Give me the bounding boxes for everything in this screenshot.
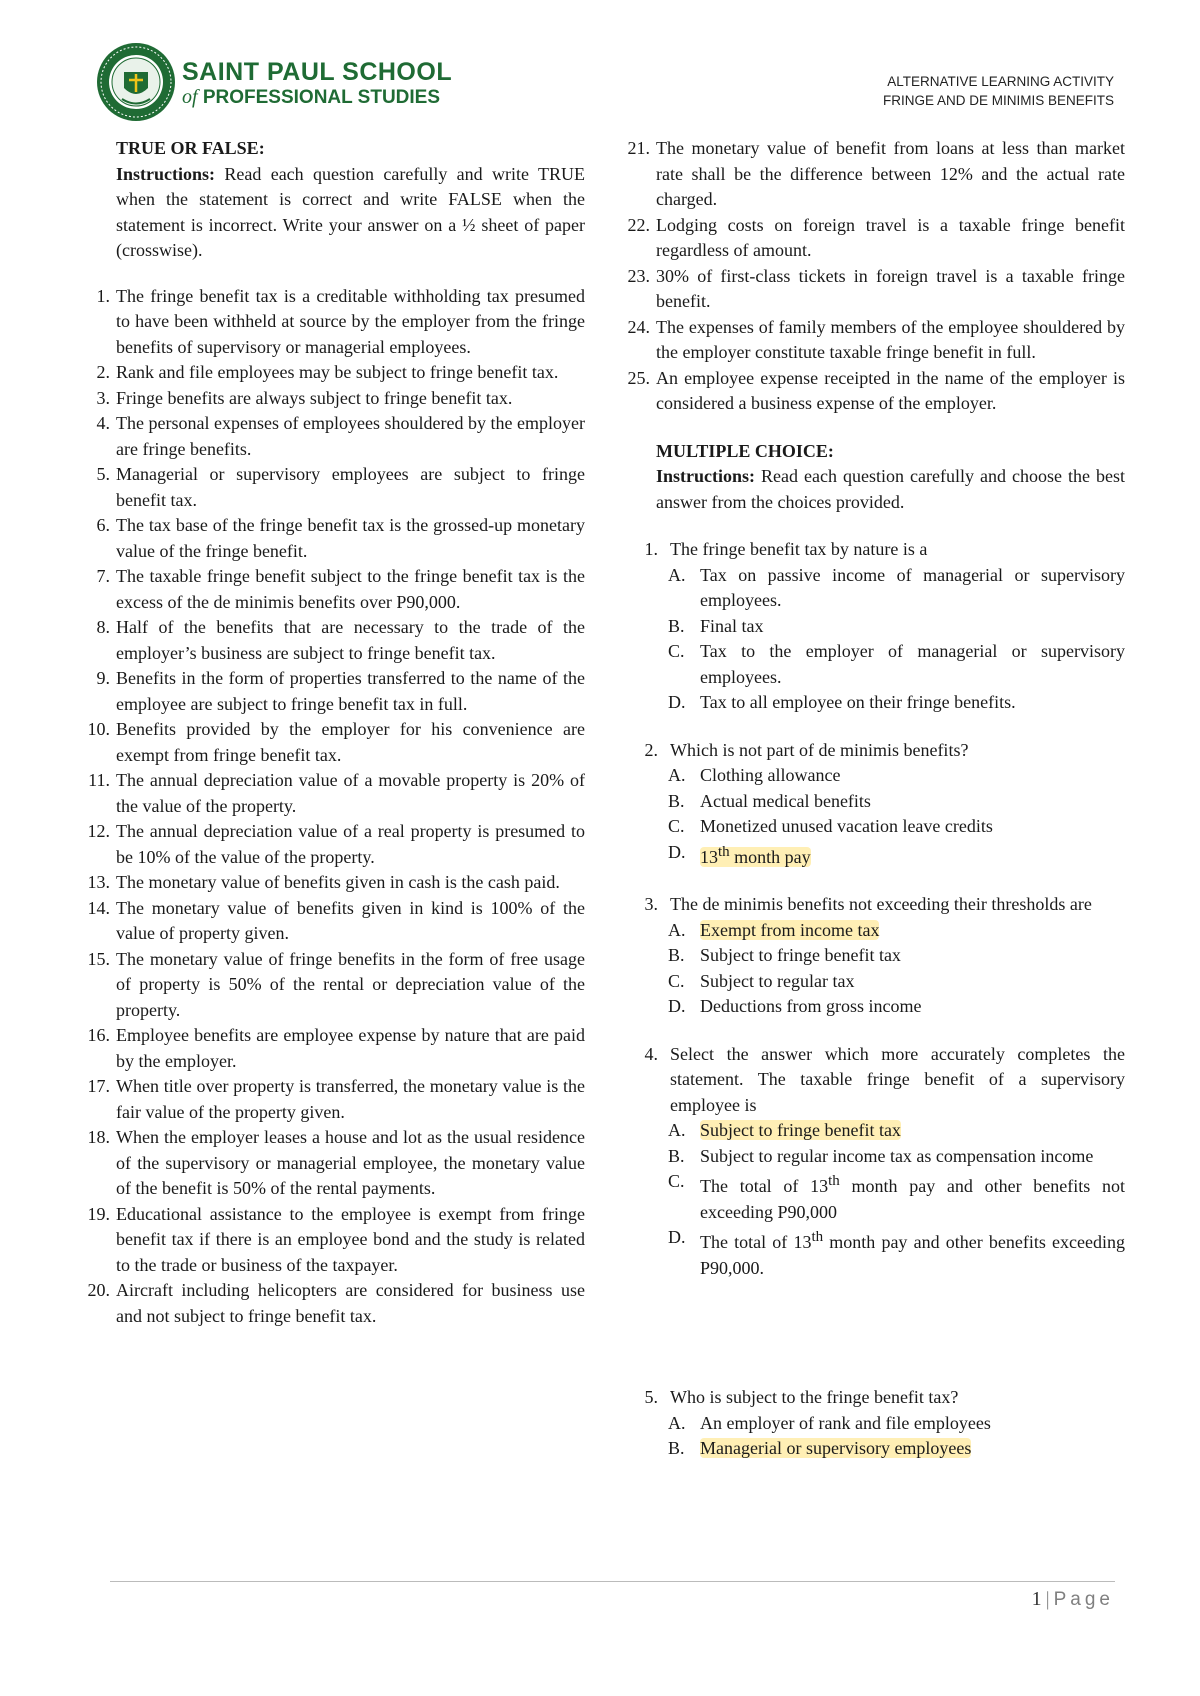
mc-question-2 [620, 738, 1125, 871]
tf-statement: The tax base of the fringe benefit tax is the grossed-up monetary value of the fringe benefit. [116, 515, 585, 561]
tf-item-11 [80, 768, 585, 819]
choice-text-pre: The total of 13 [700, 1232, 812, 1252]
tf-number: 10. [87, 719, 110, 739]
choice-letter: D. [668, 996, 686, 1016]
mc-question-stem [620, 1385, 1125, 1411]
tf-statement: Benefits in the form of properties transferred to the name of the employee are subject to fringe benefit tax in full. [116, 668, 585, 714]
mc-choices [620, 763, 1125, 870]
tf-item-25 [620, 366, 1125, 417]
mc-choice-d [620, 690, 1125, 716]
tf-item-10 [80, 717, 585, 768]
tf-number: 14. [87, 897, 110, 918]
tf-number: 8. [96, 617, 110, 637]
tf-number: 19. [87, 1203, 110, 1224]
choice-letter: B. [668, 1438, 685, 1458]
tf-statement: Educational assistance to the employee is exempt from fringe benefit tax if there is an employee bond and the study is related to the trade or business of the taxpayer. [116, 1203, 585, 1275]
tf-statement: 30% of first-class tickets in foreign travel is a taxable fringe benefit. [656, 265, 1125, 311]
choice-text-pre: 13 [700, 846, 718, 867]
tf-statement: Rank and file employees may be subject to fringe benefit tax. [116, 362, 559, 382]
mc-choice-a [620, 763, 1125, 789]
mc-choice-c [620, 969, 1125, 995]
tf-item-12 [80, 819, 585, 870]
tf-number: 23. [627, 265, 650, 286]
mc-choice-a [620, 1118, 1125, 1144]
tf-number: 25. [627, 367, 650, 388]
tf-statement: Employee benefits are employee expense by nature that are paid by the employer. [116, 1025, 585, 1071]
choice-letter: D. [668, 692, 686, 712]
page-header [0, 0, 1200, 130]
tf-statement: Aircraft including helicopters are considered for business use and not subject to fringe benefit tax. [116, 1280, 585, 1326]
choice-letter: B. [668, 615, 685, 636]
mc-choice-b [620, 614, 1125, 640]
tf-statement: Benefits provided by the employer for his convenience are exempt from fringe benefit tax. [116, 719, 585, 765]
tf-number: 18. [87, 1127, 110, 1147]
mc-choice-b [620, 943, 1125, 969]
choice-letter: C. [668, 970, 685, 991]
choice-text: Tax to the employer of managerial or supervisory employees. [700, 641, 1125, 687]
choice-text: Actual medical benefits [700, 790, 871, 811]
tf-number: 17. [87, 1076, 110, 1096]
document-title-line1: ALTERNATIVE LEARNING ACTIVITY [887, 74, 1114, 89]
choice-letter: C. [668, 1171, 685, 1191]
mc-question-1 [620, 537, 1125, 716]
choice-text: Deductions from gross income [700, 996, 922, 1016]
multiple-choice-instructions [620, 464, 1125, 515]
choice-letter: D. [668, 1227, 686, 1247]
tf-statement: Lodging costs on foreign travel is a taxable fringe benefit regardless of amount. [656, 214, 1125, 260]
tf-statement: When title over property is transferred, the monetary value is the fair value of the property given. [116, 1076, 585, 1122]
choice-letter: A. [668, 765, 686, 785]
mc-choice-b [620, 789, 1125, 815]
tf-number: 15. [87, 948, 110, 969]
mc-question-number: 4. [644, 1043, 658, 1064]
tf-statement: Fringe benefits are always subject to fringe benefit tax. [116, 387, 513, 408]
school-name-line1: SAINT PAUL SCHOOL [182, 58, 453, 86]
mc-question-stem [620, 1042, 1125, 1119]
choice-text: Subject to regular tax [700, 970, 855, 991]
document-title-line2: FRINGE AND DE MINIMIS BENEFITS [882, 93, 1114, 108]
school-name-logo [182, 58, 452, 109]
choice-letter: A. [668, 1412, 686, 1433]
mc-question-stem [620, 738, 1125, 764]
mc-choice-a [620, 1411, 1125, 1437]
tf-item-2 [80, 360, 585, 386]
mc-choice-c [620, 814, 1125, 840]
choice-letter: D. [668, 841, 686, 862]
mc-question-text: Which is not part of de minimis benefits? [670, 739, 969, 760]
mc-choice-c [620, 639, 1125, 690]
tf-item-20 [80, 1278, 585, 1329]
mc-question-text: Select the answer which more accurately completes the statement. The taxable fringe benefit of a supervisory employee is [670, 1043, 1125, 1115]
mc-choices [620, 1411, 1125, 1462]
choice-text: Subject to fringe benefit tax [700, 945, 901, 965]
tf-number: 11. [88, 770, 110, 790]
mc-choice-d [620, 994, 1125, 1020]
choice-text-sup: th [811, 1229, 824, 1245]
mc-choice-b [620, 1436, 1125, 1462]
choice-letter: A. [668, 919, 686, 940]
mc-question-text: The fringe benefit tax by nature is a [670, 539, 928, 559]
highlighted-answer: Subject to fringe benefit tax [700, 1120, 901, 1140]
highlighted-answer [700, 843, 811, 867]
tf-item-3 [80, 386, 585, 412]
tf-item-21 [620, 136, 1125, 213]
tf-statement: When the employer leases a house and lot as the usual residence of the supervisory or managerial employee, the monetary value of the benefit is 50% of the rental payments. [116, 1127, 585, 1198]
mc-question-text: The de minimis benefits not exceeding their thresholds are [670, 894, 1092, 914]
mc-choice-c [620, 1169, 1125, 1225]
footer-separator: | [1045, 1588, 1050, 1610]
choice-text: Final tax [700, 615, 764, 636]
tf-item-4 [80, 411, 585, 462]
true-false-list-left [80, 284, 585, 1330]
tf-item-24 [620, 315, 1125, 366]
tf-item-9 [80, 666, 585, 717]
tf-item-22 [620, 213, 1125, 264]
document-title [883, 72, 1114, 110]
tf-item-6 [80, 513, 585, 564]
mc-question-stem [620, 537, 1125, 563]
tf-item-19 [80, 1202, 585, 1279]
multiple-choice-title: MULTIPLE CHOICE: [656, 440, 834, 461]
tf-number: 5. [96, 464, 110, 484]
tf-item-17 [80, 1074, 585, 1125]
right-column [620, 136, 1125, 1462]
tf-statement: The monetary value of fringe benefits in the form of free usage of property is 50% of the rental or depreciation value of the property. [116, 948, 585, 1020]
choice-text-post: month pay and other benefits exceeding P90,000. [700, 1232, 1125, 1278]
mc-choice-d [620, 840, 1125, 871]
tf-number: 9. [96, 668, 110, 688]
page-number: 1 [1031, 1588, 1042, 1610]
footer-divider [110, 1581, 1115, 1582]
tf-item-16 [80, 1023, 585, 1074]
tf-number: 22. [627, 214, 650, 235]
choice-letter: A. [668, 1120, 686, 1140]
mc-choices [620, 1118, 1125, 1281]
choice-text-sup: th [718, 843, 730, 860]
mc-question-text: Who is subject to the fringe benefit tax? [670, 1387, 959, 1407]
choice-letter: C. [668, 641, 685, 661]
tf-item-13 [80, 870, 585, 896]
tf-number: 6. [96, 515, 110, 535]
tf-number: 21. [627, 138, 650, 158]
mc-question-number: 3. [644, 894, 658, 914]
page-label: Page [1053, 1589, 1114, 1610]
tf-item-14 [80, 896, 585, 947]
tf-statement: The taxable fringe benefit subject to the fringe benefit tax is the excess of the de minimis benefits over P90,000. [116, 566, 585, 612]
tf-item-5 [80, 462, 585, 513]
school-name-line2 [182, 86, 452, 109]
tf-number: 3. [96, 387, 110, 408]
multiple-choice-section [620, 439, 1125, 1462]
mc-question-number: 1. [644, 539, 658, 559]
choice-text-post: month pay [729, 846, 811, 867]
tf-number: 1. [96, 285, 110, 306]
mc-choice-a [620, 918, 1125, 944]
tf-statement: The personal expenses of employees shouldered by the employer are fringe benefits. [116, 413, 585, 459]
mc-choice-b [620, 1144, 1125, 1170]
mc-choice-d [620, 1225, 1125, 1281]
tf-item-1 [80, 284, 585, 361]
tf-statement: The fringe benefit tax is a creditable withholding tax presumed to have been withheld at source by the employer from the fringe benefits of supervisory or managerial employees. [116, 285, 585, 357]
mc-question-4 [620, 1042, 1125, 1282]
tf-item-15 [80, 947, 585, 1024]
tf-number: 24. [627, 316, 650, 337]
tf-number: 16. [87, 1025, 110, 1045]
choice-text: Tax to all employee on their fringe benefits. [700, 692, 1016, 712]
instructions-text: Read each question carefully and write TRUE when the statement is correct and write FALSE when the statement is incorrect. Write your answer on a ½ sheet of paper (crosswise). [116, 163, 586, 260]
choice-letter: B. [668, 1145, 685, 1166]
mc-question-number: 5. [644, 1387, 658, 1407]
instructions-label: Instructions: [116, 163, 216, 184]
choice-text: Subject to regular income tax as compensation income [700, 1145, 1094, 1166]
mc-choices [620, 563, 1125, 716]
tf-item-18 [80, 1125, 585, 1202]
tf-number: 2. [96, 362, 110, 382]
highlighted-answer: Managerial or supervisory employees [700, 1438, 972, 1458]
left-column [80, 136, 585, 1329]
choice-text-sup: th [828, 1173, 840, 1189]
instructions-label: Instructions: [656, 466, 756, 486]
choice-text-post: month pay and other benefits not exceeding P90,000 [700, 1176, 1125, 1222]
tf-number: 13. [87, 872, 110, 892]
choice-text: Clothing allowance [700, 765, 841, 785]
tf-statement: The monetary value of benefits given in kind is 100% of the value of property given. [116, 897, 585, 943]
tf-item-8 [80, 615, 585, 666]
choice-letter: C. [668, 816, 685, 836]
mc-question-5 [620, 1385, 1125, 1462]
choice-letter: B. [668, 945, 685, 965]
choice-text-pre: The total of 13 [700, 1176, 829, 1196]
tf-item-23 [620, 264, 1125, 315]
school-seal-logo [96, 42, 176, 122]
page-footer [1032, 1588, 1114, 1611]
tf-item-7 [80, 564, 585, 615]
mc-choices [620, 918, 1125, 1020]
tf-statement: The annual depreciation value of a real property is presumed to be 10% of the value of the property. [116, 821, 585, 867]
tf-statement: Half of the benefits that are necessary to the trade of the employer’s business are subject to fringe benefit tax. [116, 617, 585, 663]
tf-statement: Managerial or supervisory employees are subject to fringe benefit tax. [116, 464, 585, 510]
true-false-title: TRUE OR FALSE: [116, 138, 265, 158]
tf-statement: The monetary value of benefits given in cash is the cash paid. [116, 872, 560, 892]
choice-text: Monetized unused vacation leave credits [700, 816, 993, 836]
true-false-instructions [80, 162, 585, 264]
mc-choice-a [620, 563, 1125, 614]
school-name-line2-text: PROFESSIONAL STUDIES [202, 87, 441, 108]
tf-statement: The monetary value of benefit from loans at less than market rate shall be the difference between 12% and the actual rate charged. [656, 138, 1125, 209]
instructions-text: Read each question carefully and choose the best answer from the choices provided. [656, 466, 1125, 512]
true-false-list-right [620, 136, 1125, 417]
school-name-of: of [182, 86, 198, 108]
tf-number: 12. [87, 821, 110, 841]
highlighted-answer: Exempt from income tax [700, 919, 880, 940]
mc-question-stem [620, 892, 1125, 918]
tf-statement: The expenses of family members of the employee shouldered by the employer constitute taxable fringe benefit in full. [656, 316, 1125, 362]
tf-statement: The annual depreciation value of a movable property is 20% of the value of the property. [116, 770, 585, 816]
choice-text: Tax on passive income of managerial or supervisory employees. [700, 564, 1125, 610]
choice-text: An employer of rank and file employees [700, 1412, 991, 1433]
mc-question-number: 2. [644, 739, 658, 760]
tf-statement: An employee expense receipted in the name of the employer is considered a business expense of the employer. [656, 367, 1125, 413]
tf-number: 20. [87, 1280, 110, 1300]
tf-number: 4. [96, 413, 110, 433]
mc-question-3 [620, 892, 1125, 1020]
tf-number: 7. [96, 566, 110, 586]
choice-letter: A. [668, 564, 686, 585]
choice-letter: B. [668, 790, 685, 811]
